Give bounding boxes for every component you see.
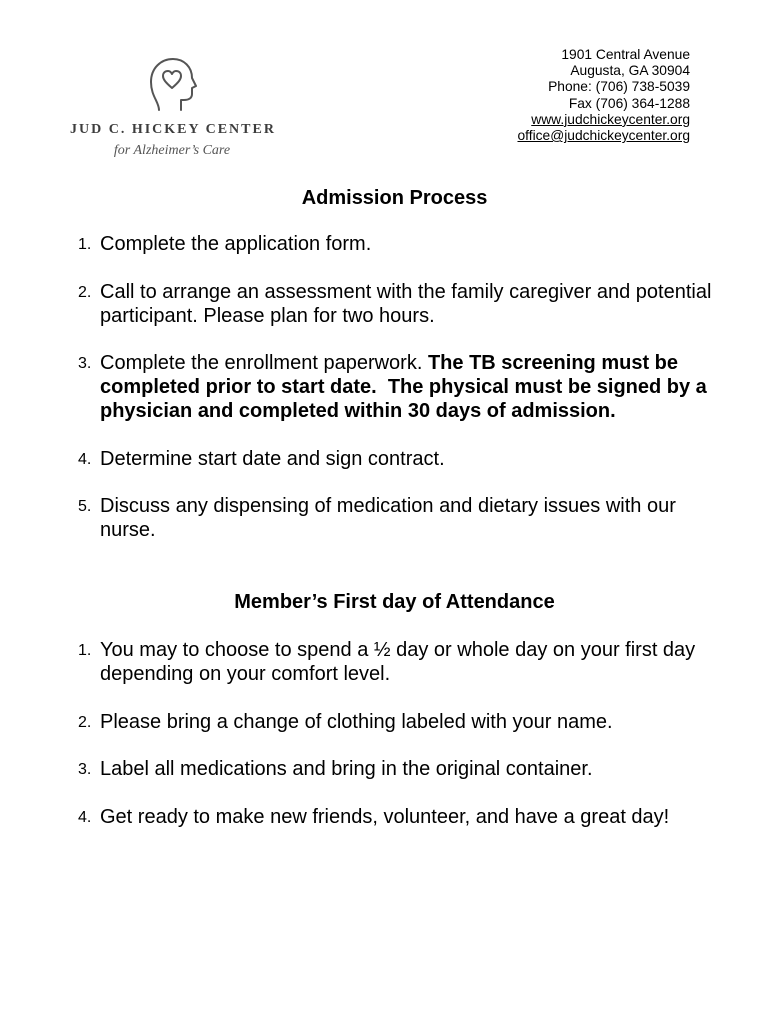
step-text: Complete the application form.	[100, 233, 372, 255]
step-text: Discuss any dispensing of medication and dietary issues with our nurse.	[100, 495, 676, 541]
address-line-2: Augusta, GA 30904	[570, 63, 690, 79]
admission-step	[78, 280, 725, 328]
org-tagline: for Alzheimer’s Care	[113, 143, 231, 158]
first-day-title: Member’s First day of Attendance	[234, 591, 555, 613]
step-number: 4.	[78, 450, 92, 468]
step-number: 3.	[78, 761, 92, 778]
step-text: Get ready to make new friends, volunteer, and have a great day!	[100, 805, 670, 828]
admission-step	[78, 232, 725, 256]
admission-steps-list	[78, 232, 725, 566]
logo-svg	[147, 56, 197, 112]
step-bold-text: The TB screening must be completed prior to start date. The physical must be signed by a physician and completed within 30 days of admission.	[100, 352, 713, 422]
step-number: 5.	[78, 498, 92, 515]
step-text: Call to arrange an assessment with the family caregiver and potential participant. Please plan for two hours.	[100, 280, 712, 327]
website-link[interactable]: www.judchickeycenter.org	[531, 111, 690, 127]
step-number: 1.	[78, 236, 92, 253]
admission-step	[78, 494, 725, 542]
contact-block	[517, 47, 690, 144]
step-number: 3.	[78, 355, 92, 372]
admission-step	[78, 351, 725, 423]
first-day-step	[78, 805, 725, 829]
fax-number: Fax (706) 364-1288	[568, 95, 690, 111]
step-number: 1.	[78, 642, 92, 659]
step-text: Determine start date and sign contract.	[100, 447, 445, 470]
step-number: 4.	[78, 808, 92, 826]
step-number: 2.	[78, 713, 92, 731]
first-day-step	[78, 757, 725, 781]
address-line-1: 1901 Central Avenue	[561, 47, 690, 62]
admission-step	[78, 447, 725, 471]
step-text: You may to choose to spend a ½ day or whole day on your first day depending on your comfort level.	[100, 639, 696, 685]
first-day-steps-list	[78, 638, 725, 852]
step-text: Label all medications and bring in the original container.	[100, 758, 593, 780]
step-number: 2.	[78, 283, 92, 301]
org-name: JUD C. HICKEY CENTER	[70, 122, 276, 137]
phone-number: Phone: (706) 738-5039	[548, 79, 690, 95]
step-text: Please bring a change of clothing labeled with your name.	[100, 710, 613, 733]
step-text: Complete the enrollment paperwork.	[100, 352, 423, 374]
email-link[interactable]: office@judchickeycenter.org	[517, 128, 690, 144]
head-heart-icon	[147, 56, 197, 112]
first-day-step	[78, 638, 725, 686]
first-day-step	[78, 710, 725, 734]
admission-title: Admission Process	[301, 187, 488, 209]
